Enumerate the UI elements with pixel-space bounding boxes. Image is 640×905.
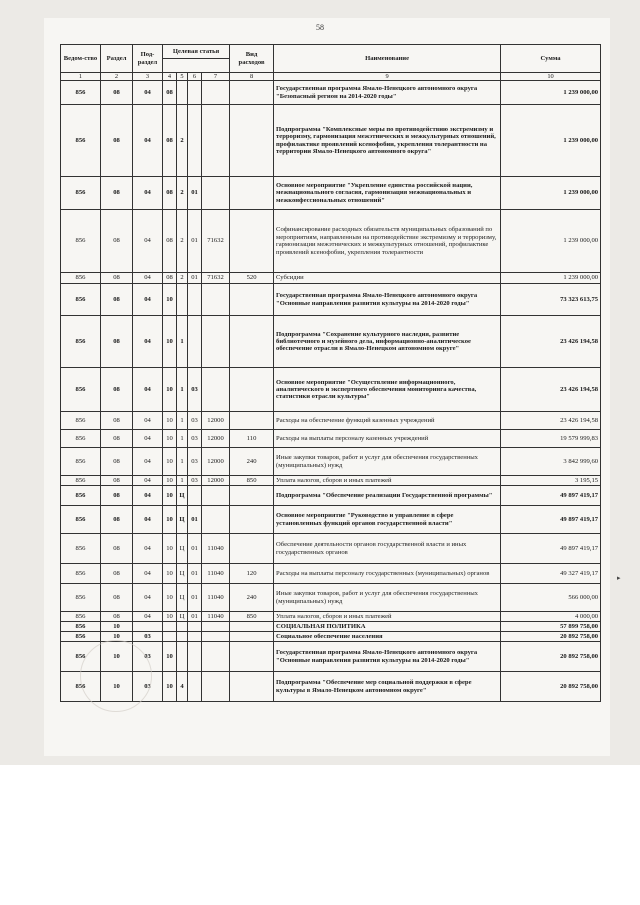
target-subprogram-cell: 1 [177,448,188,476]
table-row [61,177,601,210]
target-event-cell: 01 [188,612,202,622]
target-program-cell: 10 [163,534,177,564]
target-program-cell [163,632,177,642]
target-subprogram-cell: 2 [177,177,188,210]
target-subprogram-cell: Ц [177,534,188,564]
target-event-cell: 01 [188,506,202,534]
target-direction-cell: 11040 [202,584,230,612]
sum-cell: 49 327 419,17 [501,564,601,584]
expense-type-cell [230,622,274,632]
name-cell: Субсидии [274,273,501,284]
podrazdel-cell: 04 [133,105,163,177]
razdel-cell: 08 [101,448,133,476]
target-direction-cell [202,672,230,702]
target-direction-cell [202,81,230,105]
target-subprogram-cell [177,81,188,105]
table-row [61,81,601,105]
target-program-cell: 10 [163,672,177,702]
vedom-cell: 856 [61,105,101,177]
target-event-cell: 01 [188,210,202,273]
vedom-cell: 856 [61,81,101,105]
target-subprogram-cell: 1 [177,368,188,412]
sum-cell: 1 239 000,00 [501,273,601,284]
target-program-cell: 08 [163,273,177,284]
vedom-cell: 856 [61,506,101,534]
expense-type-cell [230,506,274,534]
target-program-cell: 08 [163,210,177,273]
column-number: 6 [188,73,202,81]
razdel-cell: 10 [101,672,133,702]
target-event-cell [188,672,202,702]
razdel-cell: 08 [101,210,133,273]
table-row [61,564,601,584]
table-row [61,284,601,316]
razdel-cell: 08 [101,81,133,105]
sum-cell: 3 842 999,60 [501,448,601,476]
vedom-cell: 856 [61,284,101,316]
table-row [61,316,601,368]
target-direction-cell: 11040 [202,534,230,564]
target-direction-cell: 12000 [202,412,230,430]
target-direction-cell [202,316,230,368]
expense-type-cell [230,177,274,210]
podrazdel-cell: 04 [133,476,163,486]
name-cell: Иные закупки товаров, работ и услуг для обеспечения государственных (муниципальных) нужд [274,448,501,476]
target-subprogram-cell [177,632,188,642]
target-event-cell: 03 [188,448,202,476]
table-row [61,612,601,622]
vedom-cell: 856 [61,210,101,273]
target-direction-cell: 71632 [202,273,230,284]
razdel-cell: 08 [101,368,133,412]
target-direction-cell [202,368,230,412]
table-row [61,368,601,412]
podrazdel-cell: 04 [133,448,163,476]
expense-type-cell [230,316,274,368]
name-cell: Государственная программа Ямало-Ненецкого автономного округа "Основные направления развития культуры на 2014-2020 годы" [274,642,501,672]
table-body [61,81,601,702]
target-subprogram-cell: Ц [177,486,188,506]
target-subprogram-cell: 2 [177,273,188,284]
podrazdel-cell: 03 [133,642,163,672]
column-number: 3 [133,73,163,81]
podrazdel-cell: 04 [133,486,163,506]
expense-type-cell: 120 [230,564,274,584]
podrazdel-cell: 03 [133,672,163,702]
target-program-cell: 10 [163,506,177,534]
target-direction-cell [202,622,230,632]
target-subprogram-cell: 1 [177,476,188,486]
target-program-cell: 10 [163,412,177,430]
target-subprogram-cell: Ц [177,584,188,612]
razdel-cell: 08 [101,105,133,177]
target-program-cell: 10 [163,316,177,368]
name-cell: Социальное обеспечение населения [274,632,501,642]
target-event-cell [188,632,202,642]
sum-cell: 20 892 758,00 [501,642,601,672]
target-event-cell: 03 [188,368,202,412]
target-program-cell: 10 [163,476,177,486]
expense-type-cell: 240 [230,448,274,476]
sum-cell: 1 239 000,00 [501,81,601,105]
sum-cell: 23 426 194,58 [501,316,601,368]
target-subprogram-cell: 1 [177,430,188,448]
name-cell: Подпрограмма "Обеспечение мер социальной поддержки в сфере культуры в Ямало-Ненецком автономном округе" [274,672,501,702]
target-program-cell: 10 [163,642,177,672]
table-row [61,534,601,564]
header-target-article: Целевая статья [163,45,230,59]
podrazdel-cell: 04 [133,177,163,210]
podrazdel-cell: 04 [133,612,163,622]
expense-type-cell: 110 [230,430,274,448]
target-event-cell: 03 [188,430,202,448]
target-event-cell: 03 [188,412,202,430]
sum-cell: 73 323 613,75 [501,284,601,316]
vedom-cell: 856 [61,476,101,486]
target-direction-cell: 12000 [202,448,230,476]
target-program-cell: 10 [163,430,177,448]
margin-mark: ▸ [617,574,621,582]
target-direction-cell [202,632,230,642]
column-number: 5 [177,73,188,81]
name-cell: Подпрограмма "Комплексные меры по противодействию экстремизму и терроризму, гармонизация межэтнических и межкультурных отношений, профилактике проявлений ксенофобии, укрепления толерантности на территории Ямало-Ненецкого автономного округа" [274,105,501,177]
razdel-cell: 10 [101,622,133,632]
target-program-cell: 10 [163,584,177,612]
target-event-cell: 01 [188,177,202,210]
name-cell: Обеспечение деятельности органов государственной власти и иных государственных органов [274,534,501,564]
name-cell: Государственная программа Ямало-Ненецкого автономного округа "Основные направления развития культуры на 2014-2020 годы" [274,284,501,316]
target-program-cell: 10 [163,448,177,476]
table-row [61,584,601,612]
column-number: 2 [101,73,133,81]
target-event-cell: 01 [188,534,202,564]
target-direction-cell [202,105,230,177]
podrazdel-cell: 04 [133,284,163,316]
header-sum: Сумма [501,45,601,73]
target-subprogram-cell [177,642,188,672]
razdel-cell: 08 [101,534,133,564]
target-direction-cell: 12000 [202,476,230,486]
expense-type-cell [230,534,274,564]
target-subprogram-cell: 1 [177,412,188,430]
table-row [61,105,601,177]
target-subprogram-cell: 2 [177,210,188,273]
target-program-cell: 10 [163,612,177,622]
name-cell: СОЦИАЛЬНАЯ ПОЛИТИКА [274,622,501,632]
target-direction-cell: 71632 [202,210,230,273]
expense-type-cell [230,486,274,506]
vedom-cell: 856 [61,622,101,632]
target-subprogram-cell: Ц [177,612,188,622]
name-cell: Подпрограмма "Обеспечение реализации Государственной программы" [274,486,501,506]
target-event-cell [188,284,202,316]
sum-cell: 49 897 419,17 [501,534,601,564]
razdel-cell: 10 [101,642,133,672]
name-cell: Софинансирование расходных обязательств муниципальных образований по мероприятиям, направленным на противодействие экстремизму и терроризму, гармонизации межэтнических и межкультурных отношений, профилактике проявлений ксенофобии, укрепления толерантности [274,210,501,273]
name-cell: Государственная программа Ямало-Ненецкого автономного округа "Безопасный регион на 2014-2020 годы" [274,81,501,105]
expense-type-cell: 850 [230,476,274,486]
table-row [61,273,601,284]
target-subprogram-cell: Ц [177,506,188,534]
podrazdel-cell: 04 [133,210,163,273]
table-row [61,448,601,476]
vedom-cell: 856 [61,584,101,612]
target-event-cell [188,105,202,177]
target-direction-cell [202,642,230,672]
target-subprogram-cell [177,622,188,632]
target-direction-cell: 11040 [202,564,230,584]
column-number-row [61,73,601,81]
podrazdel-cell: 04 [133,273,163,284]
target-subprogram-cell: 1 [177,316,188,368]
sum-cell: 49 897 419,17 [501,486,601,506]
table-row [61,632,601,642]
table-row [61,486,601,506]
podrazdel-cell: 04 [133,506,163,534]
expense-type-cell: 520 [230,273,274,284]
expense-type-cell [230,412,274,430]
razdel-cell: 10 [101,632,133,642]
name-cell: Расходы на выплаты персоналу государственных (муниципальных) органов [274,564,501,584]
page-number: 58 [316,23,324,32]
target-event-cell [188,486,202,506]
razdel-cell: 08 [101,177,133,210]
header-vedom: Ведом-ство [61,45,101,73]
sum-cell: 566 000,00 [501,584,601,612]
target-event-cell: 01 [188,273,202,284]
razdel-cell: 08 [101,476,133,486]
table-row [61,506,601,534]
podrazdel-cell: 04 [133,534,163,564]
name-cell: Уплата налогов, сборов и иных платежей [274,612,501,622]
target-subprogram-cell [177,284,188,316]
name-cell: Расходы на выплаты персоналу казенных учреждений [274,430,501,448]
podrazdel-cell: 04 [133,430,163,448]
razdel-cell: 08 [101,584,133,612]
razdel-cell: 08 [101,430,133,448]
expense-type-cell [230,632,274,642]
target-program-cell: 10 [163,486,177,506]
header-podrazdel: Под-раздел [133,45,163,73]
target-event-cell: 03 [188,476,202,486]
sum-cell: 19 579 999,83 [501,430,601,448]
sum-cell: 23 426 194,58 [501,412,601,430]
expense-type-cell [230,81,274,105]
vedom-cell: 856 [61,632,101,642]
sum-cell: 4 000,00 [501,612,601,622]
expense-type-cell [230,105,274,177]
vedom-cell: 856 [61,430,101,448]
table-row [61,622,601,632]
target-program-cell: 10 [163,368,177,412]
column-number: 8 [230,73,274,81]
table-row [61,476,601,486]
target-program-cell: 08 [163,81,177,105]
expense-type-cell [230,642,274,672]
column-number: 10 [501,73,601,81]
target-direction-cell [202,284,230,316]
name-cell: Подпрограмма "Сохранение культурного наследия, развитие библиотечного и музейного дела, информационно-аналитическое обеспечение отрасли в Ямало-Ненецком автономном округе" [274,316,501,368]
target-program-cell: 10 [163,564,177,584]
target-direction-cell [202,486,230,506]
sum-cell: 49 897 419,17 [501,506,601,534]
sum-cell: 57 899 758,00 [501,622,601,632]
razdel-cell: 08 [101,486,133,506]
header-razdel: Раздел [101,45,133,73]
target-direction-cell [202,506,230,534]
target-direction-cell [202,177,230,210]
target-event-cell [188,622,202,632]
expense-type-cell [230,284,274,316]
target-direction-cell: 12000 [202,430,230,448]
target-subprogram-cell: 2 [177,105,188,177]
expense-type-cell: 850 [230,612,274,622]
sum-cell: 20 892 758,00 [501,672,601,702]
vedom-cell: 856 [61,316,101,368]
vedom-cell: 856 [61,486,101,506]
sum-cell: 1 239 000,00 [501,105,601,177]
column-number: 9 [274,73,501,81]
vedom-cell: 856 [61,273,101,284]
sum-cell: 1 239 000,00 [501,210,601,273]
expense-type-cell [230,672,274,702]
table-row [61,412,601,430]
name-cell: Основное мероприятие "Руководство и управление в сфере установленных функций органов государственной власти" [274,506,501,534]
razdel-cell: 08 [101,564,133,584]
target-direction-cell: 11040 [202,612,230,622]
column-number: 7 [202,73,230,81]
podrazdel-cell: 04 [133,368,163,412]
podrazdel-cell: 04 [133,81,163,105]
vedom-cell: 856 [61,642,101,672]
name-cell: Иные закупки товаров, работ и услуг для обеспечения государственных (муниципальных) нужд [274,584,501,612]
header-expense-type: Вид расходов [230,45,274,73]
name-cell: Уплата налогов, сборов и иных платежей [274,476,501,486]
name-cell: Основное мероприятие "Укрепление единства российской нации, межнационального согласия, гармонизация межнациональных и межконфессиональных отношений" [274,177,501,210]
table-row [61,430,601,448]
name-cell: Основное мероприятие "Осуществление информационного, аналитического и экспертного обеспечения мониторинга качества, статистики отрасли культуры" [274,368,501,412]
target-subprogram-cell: 4 [177,672,188,702]
column-number: 1 [61,73,101,81]
razdel-cell: 08 [101,284,133,316]
razdel-cell: 08 [101,612,133,622]
podrazdel-cell: 04 [133,584,163,612]
sum-cell: 1 239 000,00 [501,177,601,210]
podrazdel-cell: 03 [133,632,163,642]
expense-type-cell: 240 [230,584,274,612]
table-row [61,210,601,273]
expense-type-cell [230,210,274,273]
razdel-cell: 08 [101,316,133,368]
budget-table [60,44,601,702]
razdel-cell: 08 [101,412,133,430]
name-cell: Расходы на обеспечение функций казенных учреждений [274,412,501,430]
razdel-cell: 08 [101,506,133,534]
faded-stamp [80,640,152,712]
vedom-cell: 856 [61,412,101,430]
vedom-cell: 856 [61,177,101,210]
vedom-cell: 856 [61,368,101,412]
podrazdel-cell [133,622,163,632]
target-event-cell: 01 [188,584,202,612]
podrazdel-cell: 04 [133,564,163,584]
target-event-cell [188,81,202,105]
target-program-cell: 08 [163,105,177,177]
vedom-cell: 856 [61,534,101,564]
header-name: Наименование [274,45,501,73]
target-program-cell: 10 [163,284,177,316]
target-event-cell [188,642,202,672]
sum-cell: 20 892 758,00 [501,632,601,642]
vedom-cell: 856 [61,672,101,702]
vedom-cell: 856 [61,612,101,622]
sum-cell: 23 426 194,58 [501,368,601,412]
target-subprogram-cell: Ц [177,564,188,584]
podrazdel-cell: 04 [133,412,163,430]
target-event-cell [188,316,202,368]
target-program-cell [163,622,177,632]
expense-type-cell [230,368,274,412]
podrazdel-cell: 04 [133,316,163,368]
target-event-cell: 01 [188,564,202,584]
vedom-cell: 856 [61,564,101,584]
column-number: 4 [163,73,177,81]
razdel-cell: 08 [101,273,133,284]
vedom-cell: 856 [61,448,101,476]
target-program-cell: 08 [163,177,177,210]
sum-cell: 3 195,15 [501,476,601,486]
